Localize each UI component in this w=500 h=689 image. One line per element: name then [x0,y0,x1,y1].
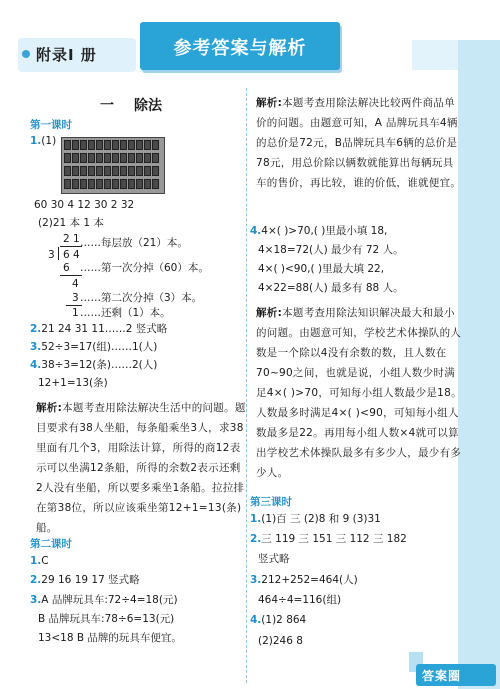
q2-answer: 21 24 31 11……2 竖式略 [41,323,168,335]
counting-grid-figure [61,137,165,194]
l2-q2-number: 2. [30,574,42,586]
section-name: 除法 [134,98,162,114]
division-step-3: 3 [72,292,79,304]
lesson-3-title: 第三课时 [250,496,292,508]
q2-line [30,322,167,336]
right-edge-strip [458,40,500,689]
division-dividend: 6 4 [63,249,80,261]
l3-q1-answer: (1)百 三 (2)8 和 9 (3)31 [261,513,381,525]
l3-q2-answer-b: 竖式略 [258,553,290,565]
l2-q2-line [30,573,140,587]
l3-q2-answer: 三 119 三 151 三 112 三 182 [261,533,407,545]
l3-q1-line [250,512,381,526]
page-title: 参考答案与解析 [173,38,307,59]
division-remainder: 1 [72,307,79,319]
division-step-1: 6 [63,262,70,274]
q4-answer-a: 38÷3=12(条)……2(人) [41,359,158,371]
l3-q4-answer-b: (2)246 8 [258,635,303,647]
lesson-2-title: 第二课时 [30,538,72,550]
l3-q4-line [250,613,306,627]
watermark-logo-text: 答案圈 [422,669,462,683]
grid-row [64,140,159,150]
division-bar [60,246,82,247]
q3-line [30,340,157,354]
grid-row [64,166,159,176]
q2-number: 2. [30,323,42,335]
l3-q3-line [250,573,358,587]
lesson-1-title: 第一课时 [30,119,72,131]
l2-q2-answer: 29 16 19 17 竖式略 [41,574,140,586]
l3-q3-answer-a: 212+252=464(人) [261,574,358,586]
q4-number: 4. [30,359,42,371]
l2-q1-number: 1. [30,555,42,567]
l2-q3-number: 3. [30,594,42,606]
division-bracket [58,247,59,260]
appendix-tab-label: 附录Ⅰ 册 [36,46,97,64]
l3-q2-number: 2. [250,533,262,545]
analysis-text: 本题考查用除法解决生活中的问题。题目要求有38人坐船，每条船乘坐3人，求38里面有几个3，用除法计算，所得的商12表示可以坐满12条船，所得的余数2表示还剩2人没有坐船，所以要多乘坐1条船。拉拉排在第38位，所以应该乘坐第12+1=13(条)船。 [36,402,246,534]
q4-answer-b: 12+1=13(条) [38,377,108,389]
l3-q4-answer-a: (1)2 864 [261,614,307,626]
division-note-2: ……第一次分掉（60）本。 [80,262,209,274]
r-q4-answer-3: 4×( )<90,( )里最大填 22, [258,263,385,275]
division-note-4: ……还剩（1）本。 [80,307,171,319]
division-note-1: ……每层放（21）本。 [80,237,188,249]
l3-q4-number: 4. [250,614,262,626]
q1-label [30,134,56,148]
l2-q3-answer-a: A 品牌玩具车:72÷4=18(元) [41,594,178,606]
l2-q1-answer: C [41,555,49,567]
analysis-text: 本题考查用除法解决比较两件商品单价的问题。由题意可知，A 品牌玩具车4辆的总价是72元，B品牌玩具车6辆的总价是78元，用总价除以辆数就能算出每辆玩具车的售价，再比较，谁的价低，谁就便宜。 [256,97,462,189]
q3-answer: 52÷3=17(组)……1(人) [41,341,158,353]
analysis-paragraph-2 [256,93,464,193]
analysis-label: 解析: [256,97,283,109]
analysis-label: 解析: [36,402,63,414]
r-q4-answer-4: 4×22=88(人) 最多有 88 人。 [258,282,404,294]
q3-number: 3. [30,341,42,353]
division-note-3: ……第二次分掉（3）本。 [80,292,203,304]
q1-number: 1. [30,135,42,147]
header-accent-block [412,40,458,70]
division-divisor: 3 [48,249,55,261]
division-rule [60,275,82,276]
grid-row [64,179,159,189]
l3-q3-number: 3. [250,574,262,586]
r-q4-answer-1: 4×( )>70,( )里最小填 18, [261,225,388,237]
section-title [100,95,162,115]
division-step-2: 4 [72,278,79,290]
r-q4-number: 4. [250,225,262,237]
section-number: 一 [100,98,114,114]
appendix-tab [18,38,136,72]
l3-q1-number: 1. [250,513,262,525]
l3-q3-answer-b: 464÷4=116(组) [258,594,342,606]
q1-part-a: (1) [41,135,57,147]
l3-q2-line [250,532,407,546]
division-quotient: 2 1 [63,233,80,245]
l2-q3-answer-b: B 品牌玩具车:78÷6=13(元) [38,613,175,625]
analysis-paragraph-3 [256,303,464,483]
q1-numbers: 60 30 4 12 30 2 32 [34,199,135,211]
tab-bullet-icon [22,50,30,58]
page-banner [140,22,340,70]
l2-q3-line [30,593,178,607]
analysis-label: 解析: [256,307,283,319]
q4-line [30,358,157,372]
grid-row [64,153,159,163]
column-divider [246,88,247,683]
l2-q3-answer-c: 13<18 B 品牌的玩具车便宜。 [38,632,182,644]
l2-q1-line [30,554,49,568]
watermark-logo [416,664,496,686]
analysis-text: 本题考查用除法知识解决最大和最小的问题。由题意可知，学校艺术体操队的人数是一个除以4没有余数的数，且人数在70~90之间，也就是说，小组人数少时满足4×( )>70，可知每小组人数最少是18。人数最多时满足4×( )<90，可知每小组人数最多是22。再用每小组人数×4就可以算出学校艺术体操队最多有多少人，最少有多少人。 [256,307,462,479]
analysis-paragraph-1 [36,398,246,538]
r-q4-answer-2: 4×18=72(人) 最少有 72 人。 [258,244,404,256]
r-q4-line-1 [250,224,387,238]
q1-part-b: (2)21 本 1 本 [38,217,104,229]
